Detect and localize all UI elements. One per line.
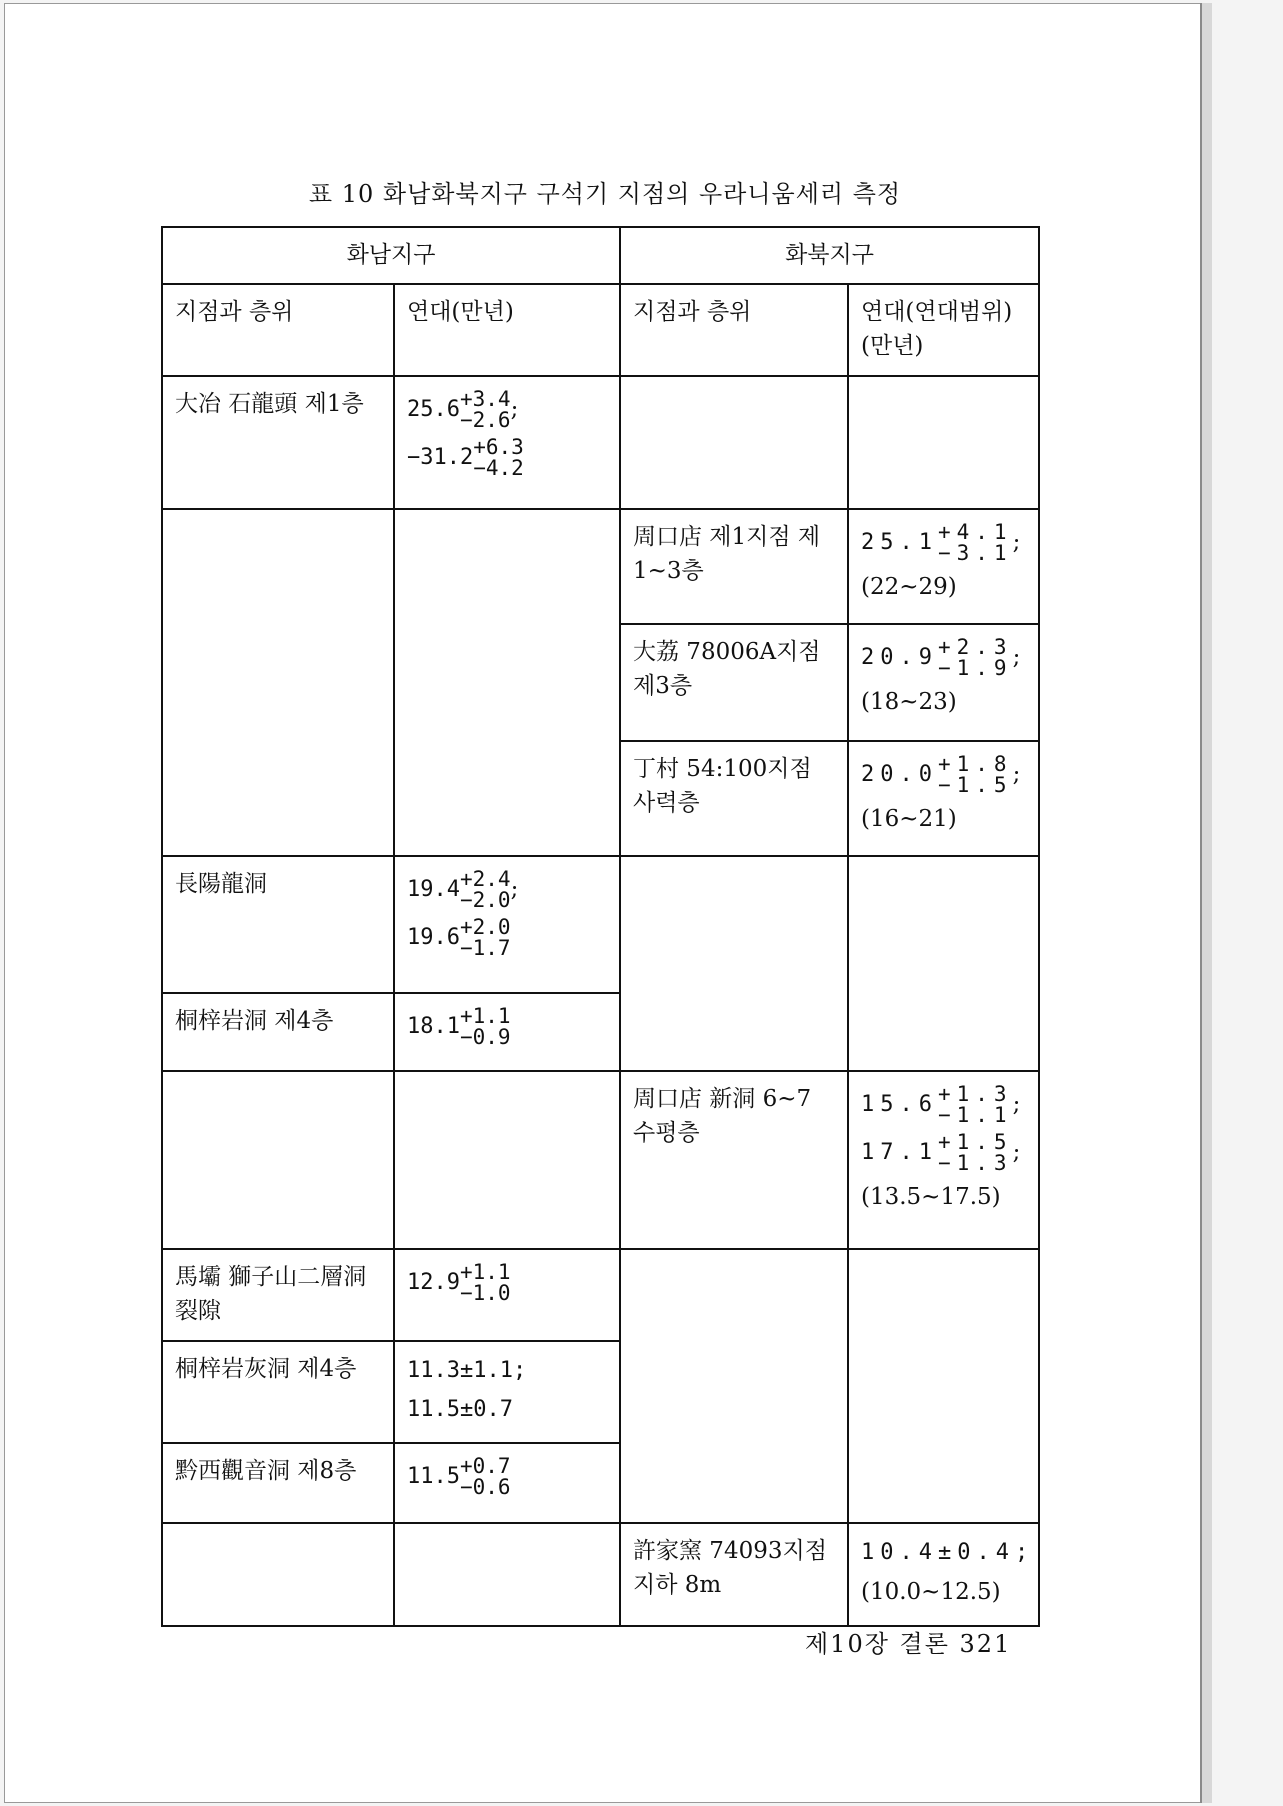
north-site-cell: 丁村 54:100지점 사력층 — [620, 741, 848, 856]
page — [4, 3, 1204, 1803]
empty-cell — [162, 509, 394, 856]
south-age-cell: 19.4 +2.4 −2.0 ; 19.6 +2.0 −1.7 — [394, 856, 620, 993]
north-site-cell: 大荔 78006A지점 제3층 — [620, 624, 848, 741]
uranium-series-table — [161, 226, 1040, 1627]
col-north-age: 연대(연대범위)(만년) — [848, 284, 1039, 376]
south-age-cell: 18.1 +1.1 −0.9 — [394, 993, 620, 1071]
col-south-site: 지점과 층위 — [162, 284, 394, 376]
empty-cell — [620, 376, 848, 509]
table-row — [162, 1071, 1039, 1249]
empty-cell — [848, 856, 1039, 1071]
north-age-cell: 20.0 +1.8 −1.5 ; (16~21) — [848, 741, 1039, 856]
south-age-cell: 11.3±1.1; 11.5±0.7 — [394, 1341, 620, 1443]
header-south: 화남지구 — [162, 227, 620, 284]
south-age-cell: 25.6 +3.4 −2.6 ; −31.2 +6.3 −4.2 — [394, 376, 620, 509]
table-row — [162, 856, 1039, 993]
south-site-cell: 黔西觀音洞 제8층 — [162, 1443, 394, 1523]
empty-cell — [620, 1249, 848, 1523]
header-north: 화북지구 — [620, 227, 1039, 284]
north-age-cell: 20.9 +2.3 −1.9 ; (18~23) — [848, 624, 1039, 741]
north-age-cell: 10.4±0.4; (10.0~12.5) — [848, 1523, 1039, 1627]
empty-cell — [162, 1071, 394, 1249]
empty-cell — [848, 376, 1039, 509]
empty-cell — [620, 856, 848, 1071]
south-site-cell: 長陽龍洞 — [162, 856, 394, 993]
col-north-site: 지점과 층위 — [620, 284, 848, 376]
south-site-cell: 大冶 石龍頭 제1층 — [162, 376, 394, 509]
page-footer: 제10장 결론 321 — [805, 1630, 1012, 1658]
empty-cell — [394, 509, 620, 856]
table-caption: 표 10 화남화북지구 구석기 지점의 우라니움세리 측정 — [308, 180, 902, 208]
empty-cell — [848, 1249, 1039, 1523]
north-site-cell: 許家窯 74093지점 지하 8m — [620, 1523, 848, 1627]
page-edge — [1200, 3, 1212, 1803]
empty-cell — [162, 1523, 394, 1627]
north-site-cell: 周口店 新洞 6~7 수평층 — [620, 1071, 848, 1249]
region-header-row — [162, 227, 1039, 284]
table-row — [162, 1523, 1039, 1627]
table-row — [162, 376, 1039, 509]
table-row — [162, 1249, 1039, 1341]
south-site-cell: 馬壩 獅子山二層洞裂隙 — [162, 1249, 394, 1341]
north-age-cell: 25.1 +4.1 −3.1 ; (22~29) — [848, 509, 1039, 624]
empty-cell — [394, 1523, 620, 1627]
column-header-row — [162, 284, 1039, 376]
south-site-cell: 桐梓岩灰洞 제4층 — [162, 1341, 394, 1443]
col-south-age: 연대(만년) — [394, 284, 620, 376]
south-age-cell: 11.5 +0.7 −0.6 — [394, 1443, 620, 1523]
south-age-cell: 12.9 +1.1 −1.0 — [394, 1249, 620, 1341]
south-site-cell: 桐梓岩洞 제4층 — [162, 993, 394, 1071]
empty-cell — [394, 1071, 620, 1249]
north-age-cell: 15.6 +1.3 −1.1 ; 17.1 +1.5 −1.3 ; (13.5~17.5) — [848, 1071, 1039, 1249]
table-row — [162, 509, 1039, 624]
north-site-cell: 周口店 제1지점 제 1~3층 — [620, 509, 848, 624]
